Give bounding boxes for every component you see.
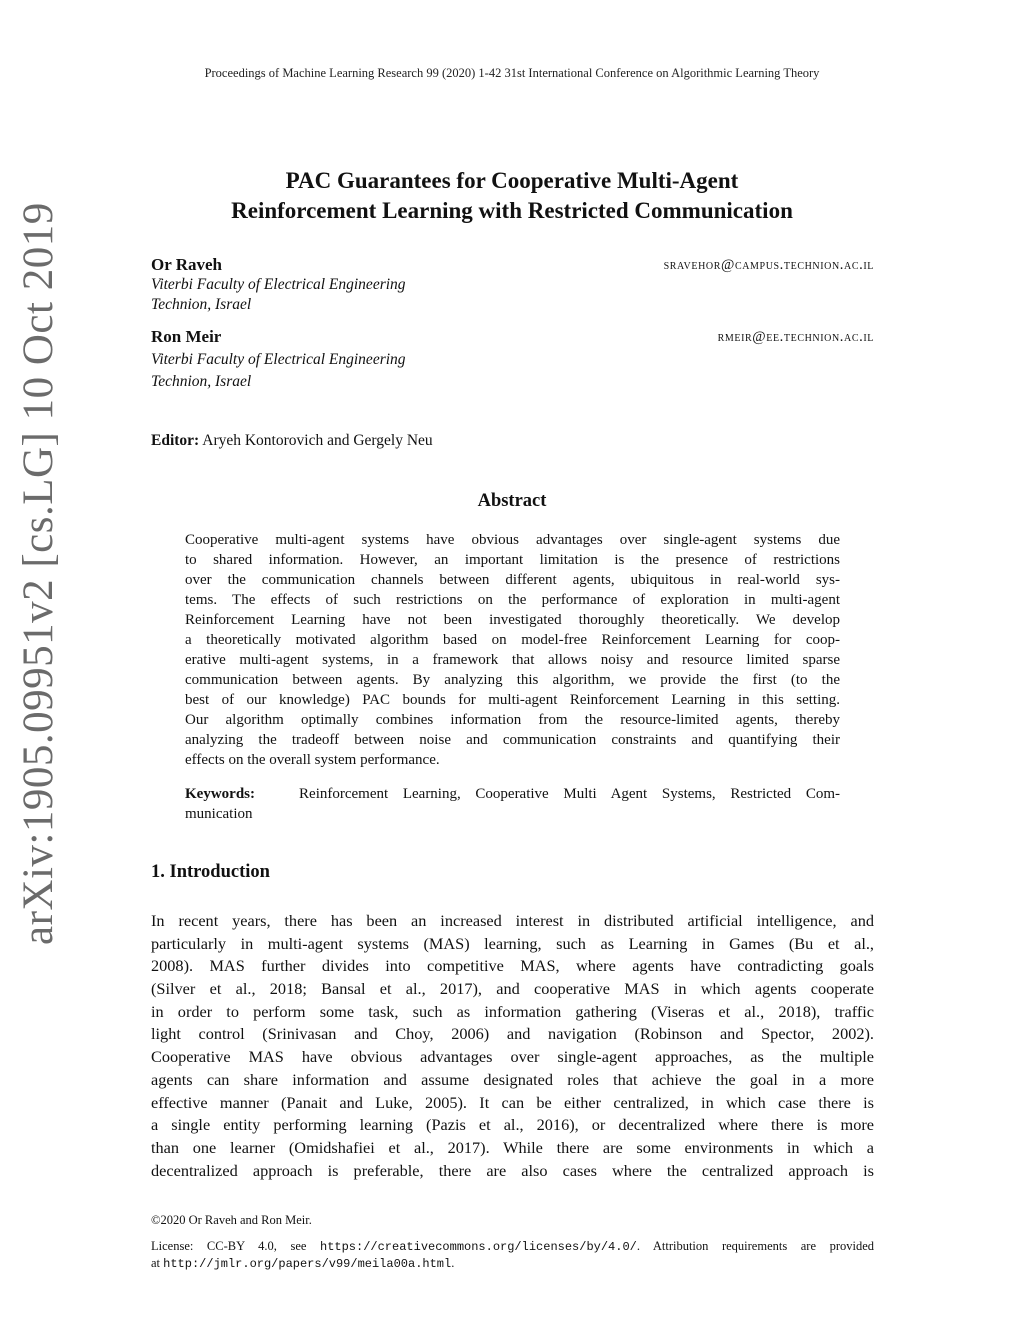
author-affiliation-1: Viterbi Faculty of Electrical Engineering: [151, 276, 406, 293]
license-line-2: [151, 1255, 874, 1272]
abstract-line: Cooperative multi-agent systems have obvious advantages over single-agent systems due: [185, 532, 840, 548]
editor-label: Editor:: [151, 432, 200, 449]
license-mid: . Attribution requirements are provided: [636, 1239, 874, 1253]
license-line-1: [151, 1238, 874, 1255]
keywords-text-1: Reinforcement Learning, Cooperative Multi Agent Systems, Restricted Com-: [299, 786, 840, 802]
abstract-line: erative multi-agent systems, in a framework that allows noisy and resource limited sparse: [185, 652, 840, 668]
license-link[interactable]: https://creativecommons.org/licenses/by/4.0/: [320, 1240, 637, 1254]
body-line: agents can share information and assume designated roles that achieve the goal in a more: [151, 1069, 874, 1089]
abstract-line: analyzing the tradeoff between noise and communication constraints and quantifying their: [185, 732, 840, 748]
abstract-line: Reinforcement Learning have not been investigated thoroughly theoretically. We develop: [185, 612, 840, 628]
abstract-line: effects on the overall system performance.: [185, 752, 440, 768]
running-head: Proceedings of Machine Learning Research 99 (2020) 1-42 31st International Conference on Algorithmic Learning Theory: [204, 66, 820, 80]
abstract-line: Our algorithm optimally combines information from the resource-limited agents, thereby: [185, 712, 840, 728]
body-line: effective manner (Panait and Luke, 2005). It can be either centralized, in which case there is: [151, 1092, 874, 1112]
abstract-line: to shared information. However, an important limitation is the presence of restrictions: [185, 552, 840, 568]
license-prefix: License: CC-BY 4.0, see: [151, 1239, 320, 1253]
body-line: light control (Srinivasan and Choy, 2006) and navigation (Robinson and Spector, 2002).: [151, 1024, 874, 1044]
introduction-body: [151, 910, 874, 1182]
copyright-notice: ©2020 Or Raveh and Ron Meir.: [151, 1213, 312, 1227]
paper-title: [0, 166, 1024, 226]
abstract-heading: Abstract: [477, 491, 547, 511]
author-name-2: Ron Meir: [151, 327, 222, 346]
abstract-body: [185, 530, 840, 770]
abstract-line: a theoretically motivated algorithm based on model-free Reinforcement Learning for coop-: [185, 632, 840, 648]
author-affiliation-2: Viterbi Faculty of Electrical Engineering: [151, 351, 406, 368]
keywords-line-1: [185, 784, 840, 804]
keywords-text-2: munication: [185, 806, 253, 822]
title-line-1: PAC Guarantees for Cooperative Multi-Agent: [285, 168, 739, 193]
editor-names: Aryeh Kontorovich and Gergely Neu: [202, 432, 433, 449]
body-line: (Silver et al., 2018; Bansal et al., 2017), and cooperative MAS in which agents cooperate: [151, 979, 874, 999]
body-line: decentralized approach is preferable, there are also cases where the centralized approach is: [151, 1160, 874, 1180]
keywords-block: [185, 784, 840, 824]
body-line: In recent years, there has been an increased interest in distributed artificial intelligence, and: [151, 911, 874, 930]
author-name-1: Or Raveh: [151, 255, 222, 274]
body-line: Cooperative MAS have obvious advantages over single-agent approaches, as the multiple: [151, 1047, 874, 1067]
keywords-label: Keywords:: [185, 786, 255, 802]
author-email-1[interactable]: sravehor@campus.technion.ac.il: [663, 257, 874, 273]
body-line: 2008). MAS further divides into competitive MAS, where agents have contradicting goals: [151, 956, 874, 976]
attribution-link[interactable]: http://jmlr.org/papers/v99/meila00a.html: [163, 1257, 452, 1271]
title-line-2: Reinforcement Learning with Restricted Communication: [231, 198, 793, 223]
abstract-line: best of our knowledge) PAC bounds for multi-agent Reinforcement Learning in this setting.: [185, 692, 840, 708]
author-location-1: Technion, Israel: [151, 296, 252, 313]
body-line: particularly in multi-agent systems (MAS) learning, such as Learning in Games (Bu et al.,: [151, 933, 874, 953]
section-heading-introduction: 1. Introduction: [151, 862, 270, 882]
abstract-line: communication between agents. By analyzing this algorithm, we provide the first (to the: [185, 672, 840, 688]
abstract-line: tems. The effects of such restrictions on the performance of exploration in multi-agent: [185, 592, 840, 608]
author-location-2: Technion, Israel: [151, 373, 252, 390]
license-end: .: [451, 1256, 455, 1270]
body-line: a single entity performing learning (Pazis et al., 2016), or decentralized where there is more: [151, 1115, 874, 1135]
author-email-2[interactable]: rmeir@ee.technion.ac.il: [717, 329, 874, 345]
body-line: than one learner (Omidshafiei et al., 2017). While there are some environments in which a: [151, 1137, 874, 1157]
license-at: at: [151, 1256, 164, 1270]
license-notice: [151, 1238, 874, 1272]
arxiv-stamp: arXiv:1905.09951v2 [cs.LG] 10 Oct 2019: [15, 202, 62, 945]
abstract-line: over the communication channels between different agents, ubiquitous in real-world sys-: [185, 572, 840, 588]
editor-line: [151, 432, 433, 450]
body-line: in order to perform some task, such as information gathering (Viseras et al., 2018), traffic: [151, 1001, 874, 1021]
